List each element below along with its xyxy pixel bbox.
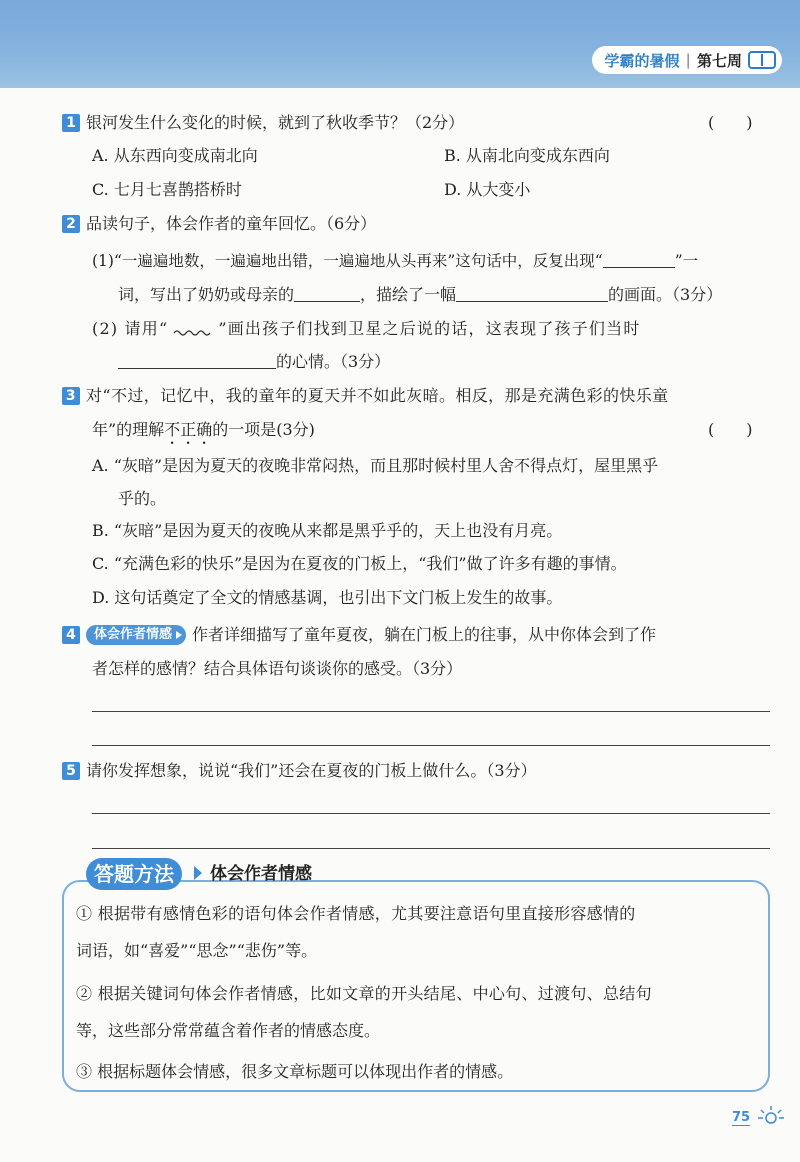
q3-option-c: C. “充满色彩的快乐”是因为在夏夜的门板上，“我们”做了许多有趣的事情。 <box>92 554 627 573</box>
header-tag <box>592 46 782 74</box>
q1-number: 1 <box>62 114 80 132</box>
blank-scene[interactable] <box>456 287 608 302</box>
q3-text2: 年”的理解 <box>92 420 165 439</box>
q4-skill-tag: 体会作者情感 <box>86 625 186 645</box>
page-number: 75 <box>732 1110 751 1125</box>
q4-stem-line2: 者怎样的感情？结合具体语句谈谈你的感受。（3分） <box>92 659 463 678</box>
q4-answer-line-1[interactable] <box>92 711 770 712</box>
q2-text: 品读句子，体会作者的童年回忆。（6分） <box>86 214 377 233</box>
header-band <box>0 0 800 88</box>
q1-text: 银河发生什么变化的时候，就到了秋收季节？（2分） <box>86 113 465 132</box>
q2-sub1-text4: 的画面。（3分） <box>608 285 723 304</box>
q2-sub1-text-end: ”一 <box>674 252 699 270</box>
q3-stem-line2 <box>92 419 315 448</box>
q2-number: 2 <box>62 215 80 233</box>
q3-stem-line1 <box>62 385 669 407</box>
method-point2-line2: 等，这些部分常常蕴含着作者的情感态度。 <box>76 1021 381 1040</box>
q1-answer-paren: ( ) <box>708 113 753 132</box>
q3-option-b: B. “灰暗”是因为夏天的夜晚从来都是黑乎乎的，天上也没有月亮。 <box>92 521 563 540</box>
q4-text1: 作者详细描写了童年夏夜，躺在门板上的往事，从中你体会到了作 <box>192 625 657 644</box>
q3-number: 3 <box>62 387 80 405</box>
q4-answer-line-2[interactable] <box>92 745 770 746</box>
q5-stem <box>62 760 537 782</box>
q2-sub2-line1 <box>92 318 641 340</box>
q5-answer-line-2[interactable] <box>92 848 770 849</box>
triangle-icon <box>194 866 202 880</box>
blank-quality[interactable] <box>294 287 360 302</box>
method-point1-line2: 词语，如“喜爱”“思念”“悲伤”等。 <box>76 941 318 960</box>
q2-sub1-line1 <box>92 250 698 272</box>
q3-option-d: D. 这句话奠定了全文的情感基调，也引出下文门板上发生的故事。 <box>92 588 563 607</box>
q3-answer-paren: ( ) <box>708 420 753 439</box>
q3-option-a2: 乎的。 <box>118 489 167 508</box>
q2-sub2-line2 <box>118 351 390 373</box>
q4-stem-line1 <box>62 624 656 646</box>
book-title: 学霸的暑假 <box>604 51 680 70</box>
q2-sub1-text3: ，描绘了一幅 <box>360 285 457 304</box>
q2-sub2-text3: 的心情。（3分） <box>276 352 391 371</box>
week-label: 第七周 <box>696 51 742 70</box>
sun-icon <box>756 1104 786 1128</box>
book-icon <box>748 51 776 69</box>
method-point1-line1: ① 根据带有感情色彩的语句体会作者情感，尤其要注意语句里直接形容感情的 <box>76 904 636 923</box>
header-separator: | <box>685 51 691 69</box>
q2-sub1-text: (1)“一遍遍地数，一遍遍地出错，一遍遍地从头再来”这句话中，反复出现“ <box>92 252 603 270</box>
q1-stem <box>62 112 464 134</box>
q2-sub2-text2: ”画出孩子们找到卫星之后说的话，这表现了孩子们当时 <box>218 319 641 338</box>
q5-text: 请你发挥想象，说说“我们”还会在夏夜的门板上做什么。（3分） <box>86 761 537 780</box>
q4-number: 4 <box>62 626 80 644</box>
method-badge: 答题方法 <box>86 858 182 890</box>
blank-repeated-word[interactable] <box>603 253 675 268</box>
q1-option-d: D. 从大变小 <box>444 180 531 199</box>
method-title: 体会作者情感 <box>210 864 312 884</box>
q2-sub2-text: (2) 请用“ <box>92 319 169 338</box>
blank-mood[interactable] <box>118 354 276 369</box>
q1-option-c: C. 七月七喜鹊搭桥时 <box>92 180 242 199</box>
method-point3: ③ 根据标题体会情感，很多文章标题可以体现出作者的情感。 <box>76 1062 514 1081</box>
q1-option-b: B. 从南北向变成东西向 <box>444 146 610 165</box>
q5-number: 5 <box>62 762 80 780</box>
q2-sub1-text2: 词，写出了奶奶或母亲的 <box>118 285 295 304</box>
q3-text3: 的一项是(3分) <box>212 420 315 439</box>
q2-stem <box>62 213 376 235</box>
q1-option-a: A. 从东西向变成南北向 <box>92 146 258 165</box>
q5-answer-line-1[interactable] <box>92 813 770 814</box>
q3-text1: 对“不过，记忆中，我的童年的夏天并不如此灰暗。相反，那是充满色彩的快乐童 <box>86 386 669 405</box>
method-point2-line1: ② 根据关键词句体会作者情感，比如文章的开头结尾、中心句、过渡句、总结句 <box>76 984 652 1003</box>
q2-sub1-line2 <box>118 284 722 306</box>
wavy-line-icon <box>172 328 214 338</box>
q3-emphasis: 不正确 <box>164 420 213 439</box>
q3-option-a1: A. “灰暗”是因为夏天的夜晚非常闷热，而且那时候村里人舍不得点灯，屋里黑乎 <box>92 456 659 475</box>
